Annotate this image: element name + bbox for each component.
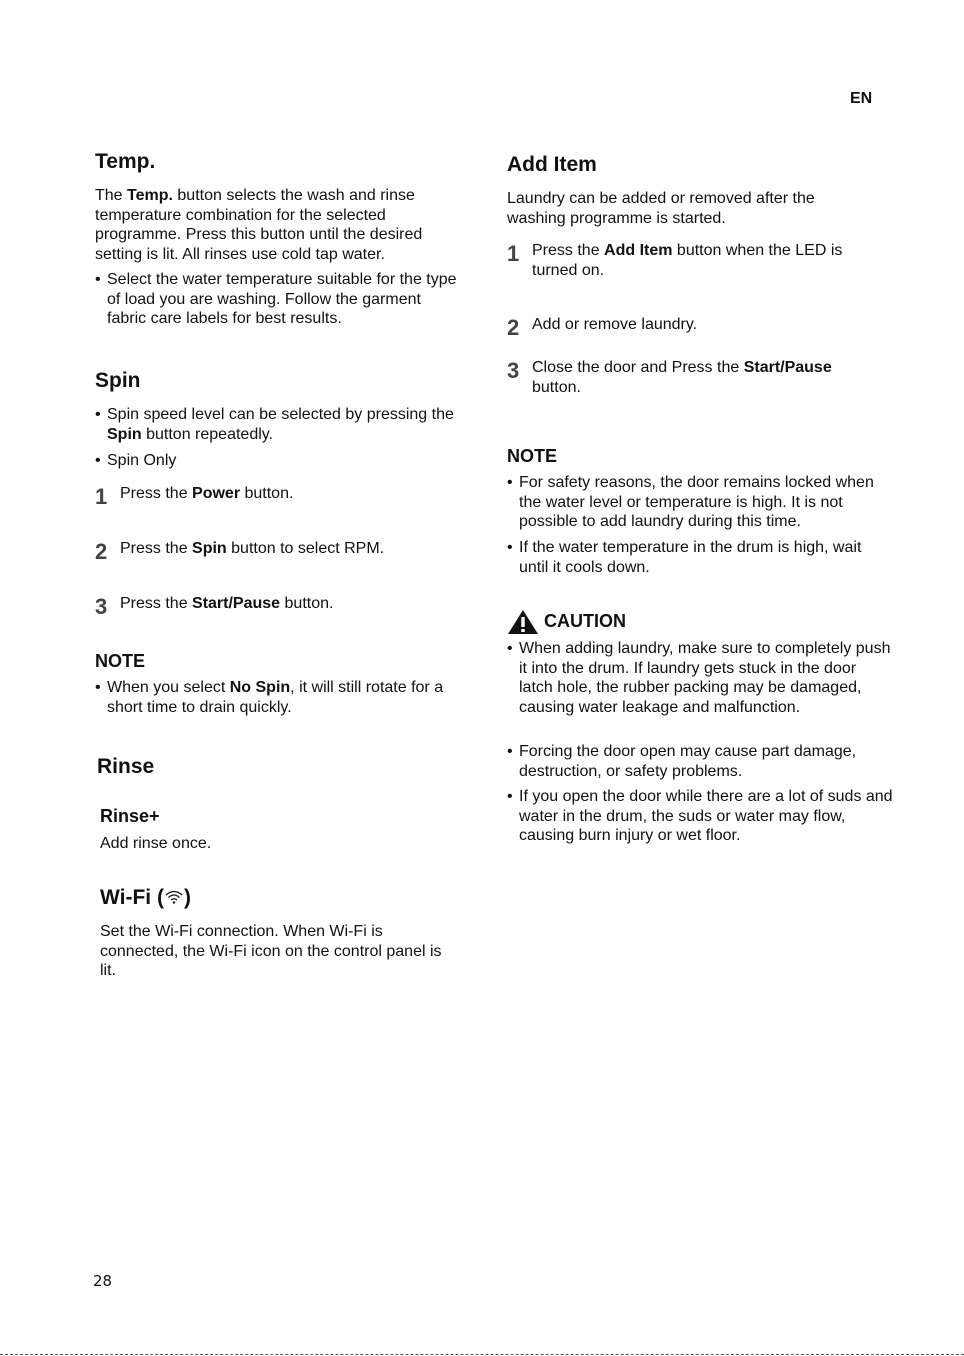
step-text: Press the Add Item button when the LED is turned on. <box>532 242 843 279</box>
language-label: EN <box>850 90 873 107</box>
warning-triangle-icon <box>507 609 539 635</box>
spin-bullet-only: • Spin Only <box>95 451 467 471</box>
step-number: 1 <box>95 484 108 509</box>
rinse-heading: Rinse <box>97 755 155 778</box>
temp-description: The Temp. button selects the wash and rinse temperature combination for the selected programme. Press this button until the desired setting is lit. All rinses use cold tap water. <box>95 187 423 263</box>
temp-bullet: • Select the water temperature suitable for the type of load you are washing. Follow the garment fabric care labels for best results. <box>95 270 457 329</box>
caution-bullet-1: • When adding laundry, make sure to completely push it into the drum. If laundry gets stuck in the door latch hole, the rubber packing may be damaged, causing water leakage and malfunction. <box>507 639 894 717</box>
step-text: Add or remove laundry. <box>532 316 698 333</box>
step-text: Close the door and Press the Start/Pause button. <box>532 359 832 396</box>
spin-note-heading: NOTE <box>95 651 146 671</box>
add-item-note-bullet-1: • For safety reasons, the door remains locked when the water level or temperature is high. It is not possible to add laundry during this time. <box>507 473 884 532</box>
add-item-note-bullet-2: • If the water temperature in the drum is high, wait until it cools down. <box>507 538 884 577</box>
page-number: 28 <box>93 1272 113 1290</box>
add-item-note-heading: NOTE <box>507 446 558 466</box>
step-text: Press the Spin button to select RPM. <box>120 540 385 557</box>
caution-bullet-3: • If you open the door while there are a lot of suds and water in the drum, the suds or water may flow, causing burn injury or wet floor. <box>507 787 894 846</box>
spin-bullet-speed: • Spin speed level can be selected by pressing the Spin button repeatedly. <box>95 405 467 444</box>
step-text: Press the Start/Pause button. <box>120 595 334 612</box>
step-number: 3 <box>507 358 520 383</box>
temp-bold-term: Temp. <box>127 187 173 204</box>
caution-heading: CAUTION <box>544 611 626 631</box>
temp-heading: Temp. <box>95 150 156 173</box>
step-text: Press the Power button. <box>120 485 294 502</box>
caution-bullet-2: • Forcing the door open may cause part damage, destruction, or safety problems. <box>507 742 894 781</box>
wifi-heading: Wi-Fi ( ) <box>100 886 191 909</box>
step-number: 3 <box>95 594 108 619</box>
rinse-plus-heading: Rinse+ <box>100 806 160 826</box>
footer-divider <box>0 1354 964 1355</box>
wifi-text: Set the Wi-Fi connection. When Wi-Fi is connected, the Wi-Fi icon on the control panel is lit. <box>100 923 442 980</box>
add-item-heading: Add Item <box>507 153 597 176</box>
spin-heading: Spin <box>95 369 141 392</box>
rinse-plus-text: Add rinse once. <box>100 835 212 852</box>
wifi-icon <box>164 888 184 906</box>
step-number: 2 <box>507 315 520 340</box>
spin-note-bullet: • When you select No Spin, it will still rotate for a short time to drain quickly. <box>95 678 469 717</box>
step-number: 2 <box>95 539 108 564</box>
step-number: 1 <box>507 241 520 266</box>
add-item-intro: Laundry can be added or removed after the washing programme is started. <box>507 190 815 227</box>
